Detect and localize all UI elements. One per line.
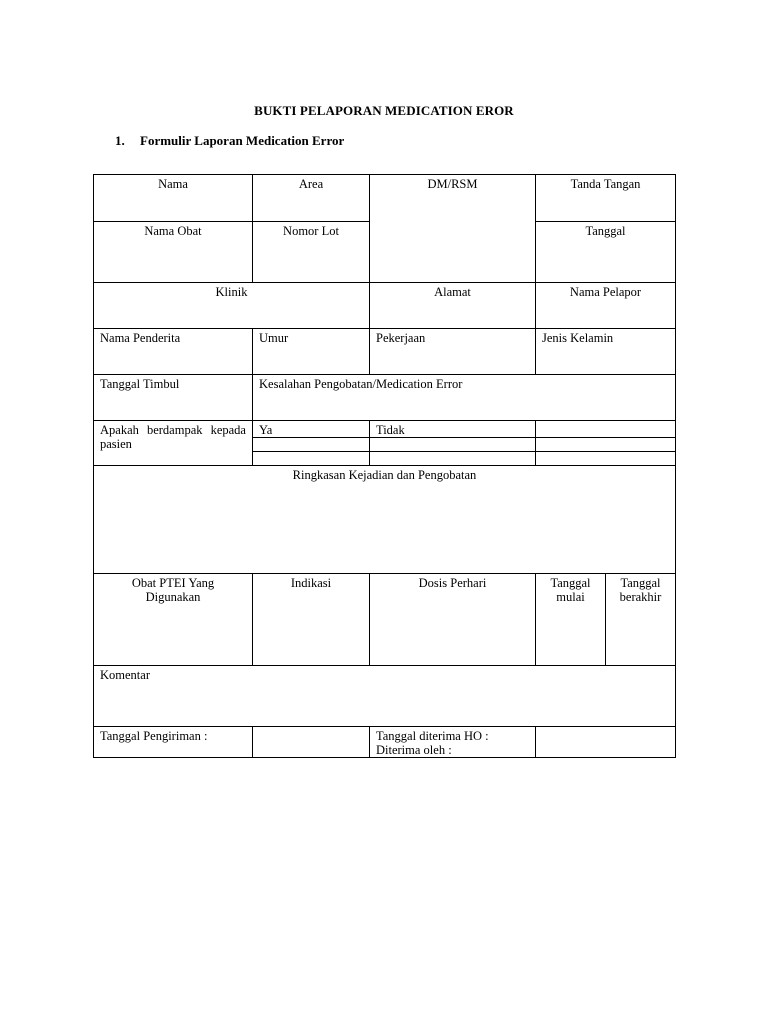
indikasi-label: Indikasi — [290, 576, 332, 590]
tanggal-timbul-cell[interactable] — [94, 375, 253, 421]
ya-detail-cell[interactable] — [253, 438, 370, 452]
pekerjaan-cell[interactable] — [370, 329, 536, 375]
tanggal-timbul-label: Tanggal Timbul — [100, 377, 180, 391]
tanggal-diterima-ho-label: Tanggal diterima HO : — [376, 729, 489, 743]
tanggal-diterima-cell — [370, 727, 536, 758]
alamat-cell[interactable] — [370, 283, 536, 329]
komentar-label: Komentar — [100, 668, 150, 682]
nama-pelapor-label: Nama Pelapor — [569, 285, 642, 299]
dosis-perhari-label: Dosis Perhari — [418, 576, 487, 590]
dosis-perhari-cell[interactable] — [370, 574, 536, 666]
tanggal-label: Tanggal — [585, 224, 626, 238]
ya-label: Ya — [259, 423, 273, 437]
nama-cell[interactable] — [94, 175, 253, 222]
tidak-detail-cell[interactable] — [370, 438, 536, 452]
nomor-lot-label: Nomor Lot — [283, 224, 339, 238]
dampak-extra-detail-cell[interactable] — [536, 438, 676, 452]
tanggal-mulai-label-line1: Tanggal — [550, 576, 591, 590]
komentar-cell[interactable] — [94, 666, 676, 727]
obat-ptei-label-line1: Obat PTEI Yang — [131, 576, 215, 590]
klinik-cell[interactable] — [94, 283, 370, 329]
kesalahan-label: Kesalahan Pengobatan/Medication Error — [259, 377, 463, 391]
ringkasan-cell[interactable] — [94, 466, 676, 574]
tanggal-diterima-value-cell[interactable] — [536, 727, 676, 758]
umur-label: Umur — [259, 331, 289, 345]
dampak-extra-cell[interactable] — [536, 421, 676, 438]
tidak-label: Tidak — [376, 423, 405, 437]
section-heading — [115, 133, 344, 149]
alamat-label: Alamat — [434, 285, 471, 299]
obat-ptei-label-line2: Digunakan — [145, 590, 201, 604]
tanggal-berakhir-label-line2: berakhir — [619, 590, 662, 604]
tanggal-cell[interactable] — [536, 222, 676, 283]
tanggal-pengiriman-value-cell[interactable] — [253, 727, 370, 758]
tidak-cell[interactable] — [370, 421, 536, 438]
pekerjaan-label: Pekerjaan — [376, 331, 426, 345]
tanggal-pengiriman-label: Tanggal Pengiriman : — [100, 729, 208, 743]
tanggal-berakhir-cell[interactable] — [606, 574, 676, 666]
tanda-tangan-cell[interactable] — [536, 175, 676, 222]
area-cell[interactable] — [253, 175, 370, 222]
tanggal-mulai-cell[interactable] — [536, 574, 606, 666]
nama-penderita-label: Nama Penderita — [100, 331, 181, 345]
nama-obat-label: Nama Obat — [144, 224, 202, 238]
dm-rsm-cell[interactable] — [370, 175, 536, 283]
umur-cell[interactable] — [253, 329, 370, 375]
kesalahan-cell[interactable] — [253, 375, 676, 421]
tanda-tangan-label: Tanda Tangan — [570, 177, 641, 191]
nama-label: Nama — [158, 177, 188, 191]
medication-error-form — [93, 174, 676, 758]
diterima-oleh-label: Diterima oleh : — [376, 743, 452, 757]
tanggal-berakhir-label-line1: Tanggal — [620, 576, 661, 590]
page-title: BUKTI PELAPORAN MEDICATION EROR — [254, 103, 514, 118]
tanggal-pengiriman-cell — [94, 727, 253, 758]
indikasi-cell[interactable] — [253, 574, 370, 666]
ya-detail-cell-2[interactable] — [253, 452, 370, 466]
klinik-label: Klinik — [215, 285, 248, 299]
jenis-kelamin-label: Jenis Kelamin — [542, 331, 614, 345]
ya-cell[interactable] — [253, 421, 370, 438]
obat-ptei-cell[interactable] — [94, 574, 253, 666]
ringkasan-label: Ringkasan Kejadian dan Pengobatan — [292, 468, 477, 482]
jenis-kelamin-cell[interactable] — [536, 329, 676, 375]
apakah-berdampak-label: Apakah berdampak kepada pasien — [100, 423, 246, 451]
apakah-berdampak-cell — [94, 421, 253, 466]
nama-pelapor-cell[interactable] — [536, 283, 676, 329]
area-label: Area — [298, 177, 324, 191]
dampak-extra-detail-cell-2[interactable] — [536, 452, 676, 466]
section-number: 1. — [115, 133, 125, 148]
tidak-detail-cell-2[interactable] — [370, 452, 536, 466]
nomor-lot-cell[interactable] — [253, 222, 370, 283]
nama-obat-cell[interactable] — [94, 222, 253, 283]
section-label: Formulir Laporan Medication Error — [140, 133, 345, 148]
tanggal-mulai-label-line2: mulai — [556, 590, 585, 604]
dm-rsm-label: DM/RSM — [427, 177, 478, 191]
nama-penderita-cell[interactable] — [94, 329, 253, 375]
